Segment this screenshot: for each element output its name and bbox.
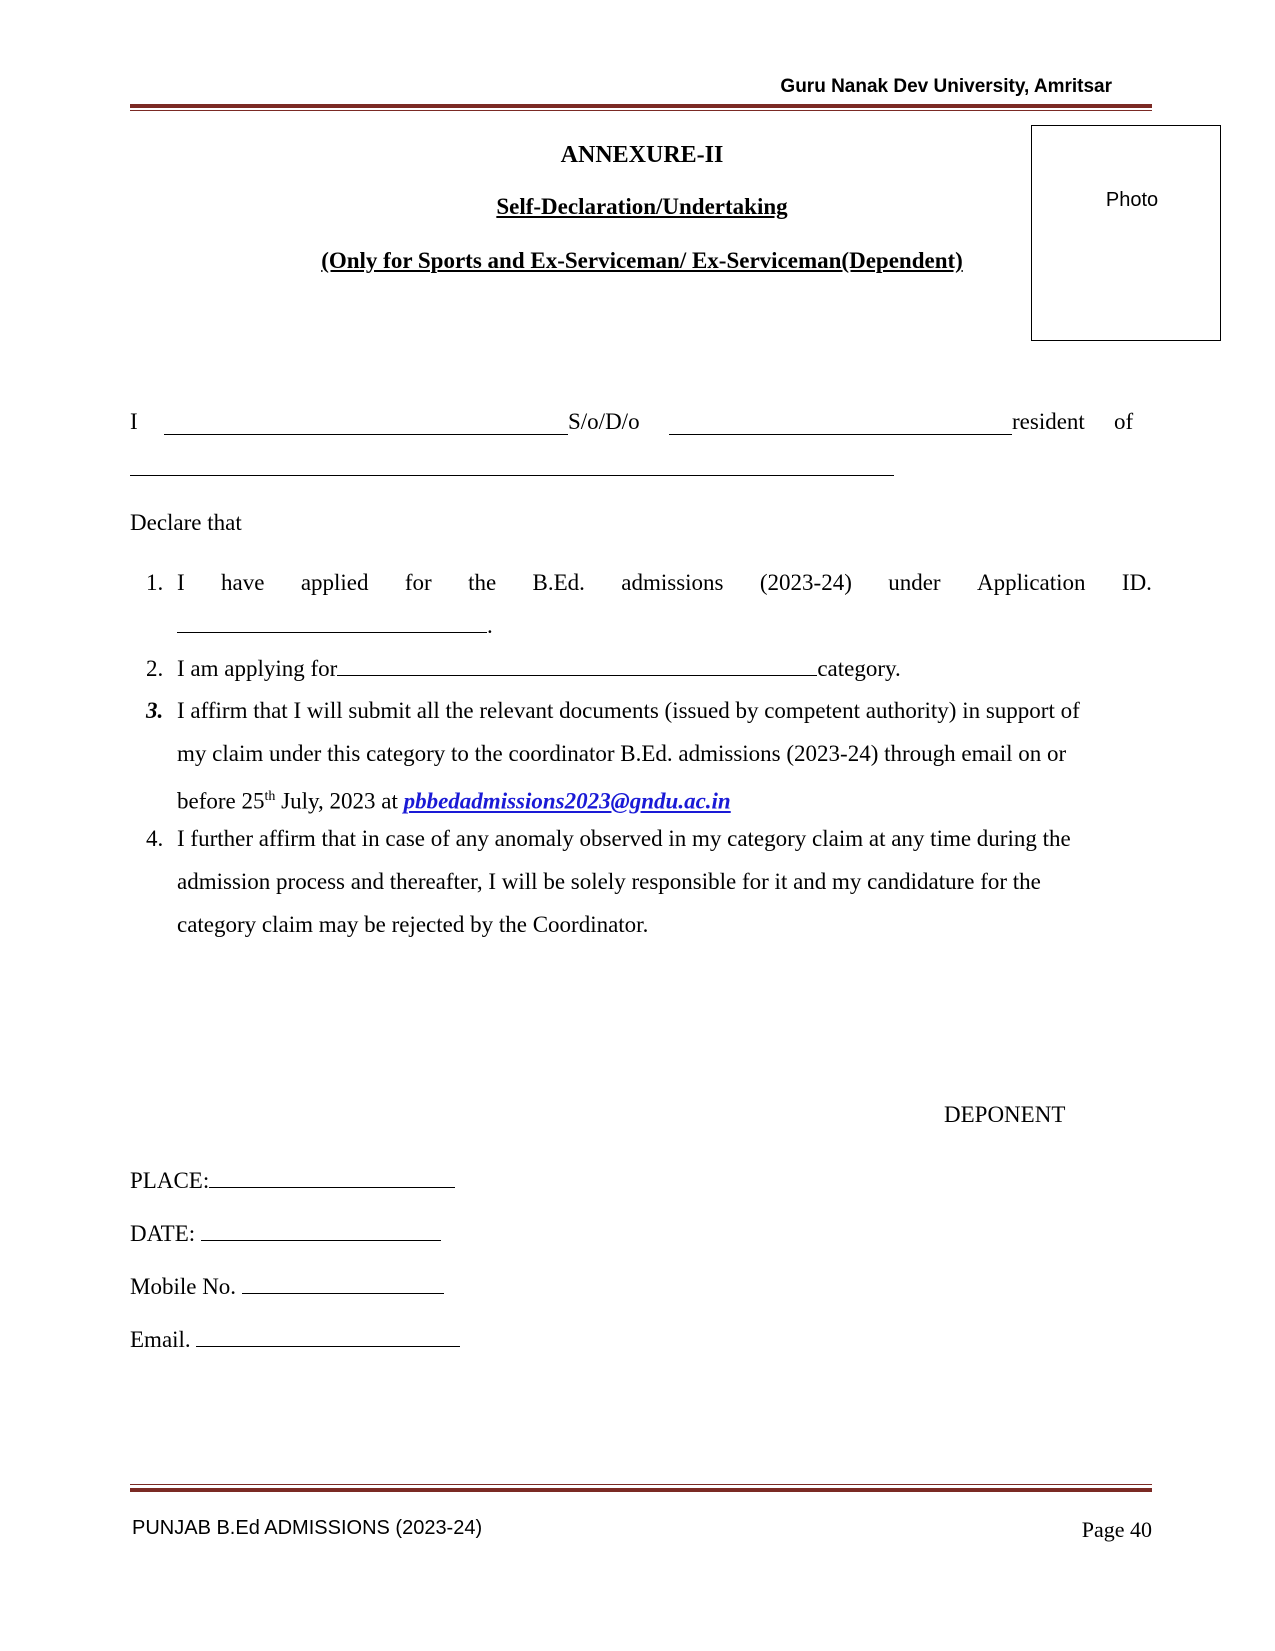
name-blank[interactable] xyxy=(164,434,568,435)
of-label: of xyxy=(1114,409,1134,434)
eligibility-note: (Only for Sports and Ex-Serviceman/ Ex-Serviceman(Dependent) xyxy=(321,248,963,273)
category-blank[interactable] xyxy=(337,653,817,676)
item4-line3: category claim may be rejected by the Coordinator. xyxy=(177,912,649,937)
item1-word: applied xyxy=(300,570,369,595)
item1-line xyxy=(177,561,1152,604)
mobile-label: Mobile No. xyxy=(130,1274,237,1299)
item3-number: 3. xyxy=(146,698,164,723)
item3-line3: before 25th July, 2023 at pbbedadmissions2023@gndu.ac.in xyxy=(177,788,731,814)
item1-word: ID. xyxy=(1121,570,1152,595)
item1-word: Application xyxy=(976,570,1086,595)
item1-word: B.Ed. xyxy=(532,570,585,595)
item2-after: category. xyxy=(817,656,901,681)
item1-word: I xyxy=(177,570,185,595)
photo-box xyxy=(1031,125,1221,341)
date-label: DATE: xyxy=(130,1221,196,1246)
mobile-blank[interactable] xyxy=(242,1271,444,1294)
item1-word: admissions xyxy=(621,570,724,595)
email-label: Email. xyxy=(130,1327,191,1352)
item1-id-line xyxy=(177,604,1152,647)
deponent-label: DEPONENT xyxy=(944,1102,1066,1127)
email-blank[interactable] xyxy=(196,1324,460,1347)
photo-label: Photo xyxy=(1105,189,1159,211)
item4-body xyxy=(177,817,1152,946)
item2-before: I am applying for xyxy=(177,656,338,681)
item2-number: 2. xyxy=(146,656,164,681)
date-blank[interactable] xyxy=(201,1218,441,1241)
item1-word: for xyxy=(404,570,432,595)
item1-end: . xyxy=(487,613,493,638)
email-field xyxy=(130,1324,460,1353)
item1-word: the xyxy=(468,570,497,595)
date-field xyxy=(130,1218,441,1247)
application-id-blank[interactable] xyxy=(177,610,487,633)
item3-body xyxy=(177,689,1152,823)
declare-label: Declare that xyxy=(130,510,242,535)
item1-word: under xyxy=(888,570,941,595)
item4-line1: I further affirm that in case of any anomaly observed in my category claim at any time during the xyxy=(177,826,1071,851)
page-number: Page 40 xyxy=(1081,1517,1152,1542)
declaration-subtitle: Self-Declaration/Undertaking xyxy=(496,194,788,219)
place-field xyxy=(130,1165,455,1194)
footer-rule-thin xyxy=(130,1484,1152,1485)
item1-body xyxy=(177,561,1152,647)
item2-body xyxy=(177,647,1152,690)
item1-word: (2023-24) xyxy=(759,570,852,595)
item3-line1: I affirm that I will submit all the relevant documents (issued by competent authority) in support of xyxy=(177,698,1080,723)
item1-word: have xyxy=(221,570,265,595)
address-blank[interactable] xyxy=(130,475,894,476)
header-rule-thin xyxy=(130,110,1152,111)
parent-name-blank[interactable] xyxy=(669,434,1012,435)
header-university: Guru Nanak Dev University, Amritsar xyxy=(780,76,1112,97)
place-blank[interactable] xyxy=(209,1165,455,1188)
item1-number: 1. xyxy=(146,570,164,595)
mobile-field xyxy=(130,1271,444,1300)
resident-label: resident xyxy=(1012,409,1085,434)
header-rule-thick xyxy=(130,104,1152,108)
footer-rule-thick xyxy=(130,1488,1152,1492)
relation-label: S/o/D/o xyxy=(568,409,640,434)
footer-title: PUNJAB B.Ed ADMISSIONS (2023-24) xyxy=(132,1517,483,1539)
intro-pronoun: I xyxy=(130,409,138,434)
item3-line2: my claim under this category to the coordinator B.Ed. admissions (2023-24) through email on or xyxy=(177,741,1067,766)
item4-number: 4. xyxy=(146,826,164,851)
email-link[interactable]: pbbedadmissions2023@gndu.ac.in xyxy=(403,788,731,814)
annexure-title: ANNEXURE-II xyxy=(560,142,724,168)
place-label: PLACE: xyxy=(130,1168,210,1193)
item4-line2: admission process and thereafter, I will be solely responsible for it and my candidature for the xyxy=(177,869,1041,894)
